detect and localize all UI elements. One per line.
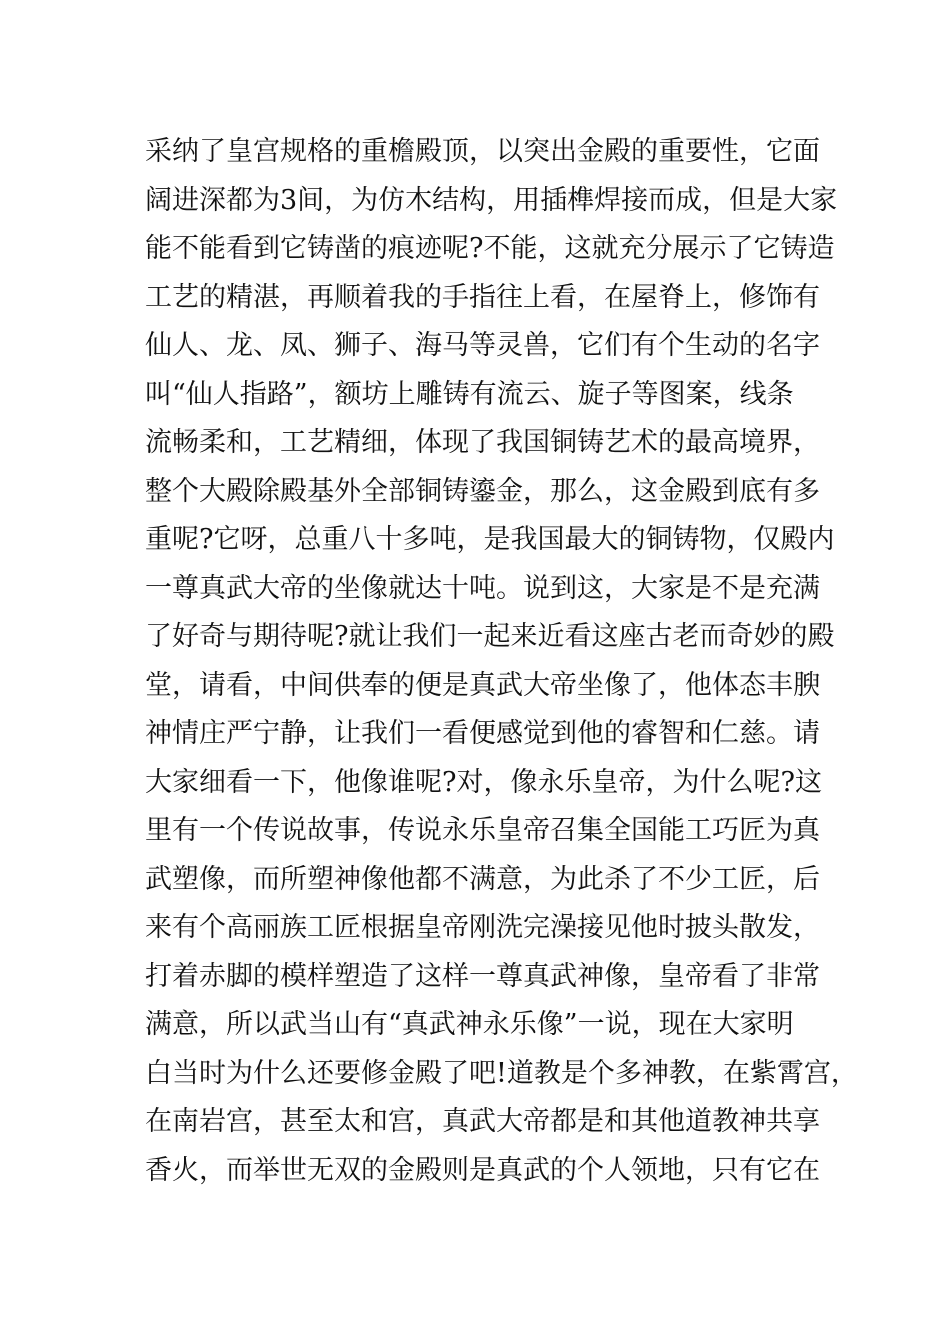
text-line: 流畅柔和，工艺精细，体现了我国铜铸艺术的最高境界， [145,427,820,458]
text-line: 一尊真武大帝的坐像就达十吨。说到这，大家是不是充满 [145,572,820,604]
text-line: 满意，所以武当山有“真武神永乐像”一说，现在大家明 [145,1009,794,1040]
document-body-text [145,128,858,1195]
text-line: 工艺的精湛，再顺着我的手指往上看，在屋脊上，修饰有 [145,281,820,313]
text-line: 采纳了皇宫规格的重檐殿顶，以突出金殿的重要性，它面 [145,136,820,167]
text-line: 能不能看到它铸凿的痕迹呢?不能，这就充分展示了它铸造 [145,233,835,264]
text-line: 重呢?它呀，总重八十多吨，是我国最大的铜铸物，仅殿内 [145,524,835,555]
text-line: 叫“仙人指路”，额坊上雕铸有流云、旋子等图案，线条 [145,378,794,410]
text-line: 大家细看一下，他像谁呢?对，像永乐皇帝，为什么呢?这 [145,766,822,798]
text-line: 在南岩宫，甚至太和宫，真武大帝都是和其他道教神共享 [145,1106,820,1137]
text-line: 神情庄严宁静，让我们一看便感觉到他的睿智和仁慈。请 [145,718,820,749]
text-line: 仙人、龙、凤、狮子、海马等灵兽，它们有个生动的名字 [145,330,820,361]
text-line: 阔进深都为3间，为仿木结构，用插榫焊接而成，但是大家 [145,184,838,216]
text-line: 来有个高丽族工匠根据皇帝刚洗完澡接见他时披头散发， [145,912,820,943]
text-line: 整个大殿除殿基外全部铜铸鎏金，那么，这金殿到底有多 [145,475,820,507]
text-line: 了好奇与期待呢?就让我们一起来近看这座古老而奇妙的殿 [145,621,835,652]
text-line: 白当时为什么还要修金殿了吧!道教是个多神教，在紫霄宫， [145,1057,858,1089]
text-line: 武塑像，而所塑神像他都不满意，为此杀了不少工匠，后 [145,863,820,895]
text-line: 堂，请看，中间供奉的便是真武大帝坐像了，他体态丰腴 [145,669,820,701]
text-line: 里有一个传说故事，传说永乐皇帝召集全国能工巧匠为真 [145,815,820,846]
text-line: 香火，而举世无双的金殿则是真武的个人领地，只有它在 [145,1154,820,1186]
text-line: 打着赤脚的模样塑造了这样一尊真武神像，皇帝看了非常 [145,960,820,992]
